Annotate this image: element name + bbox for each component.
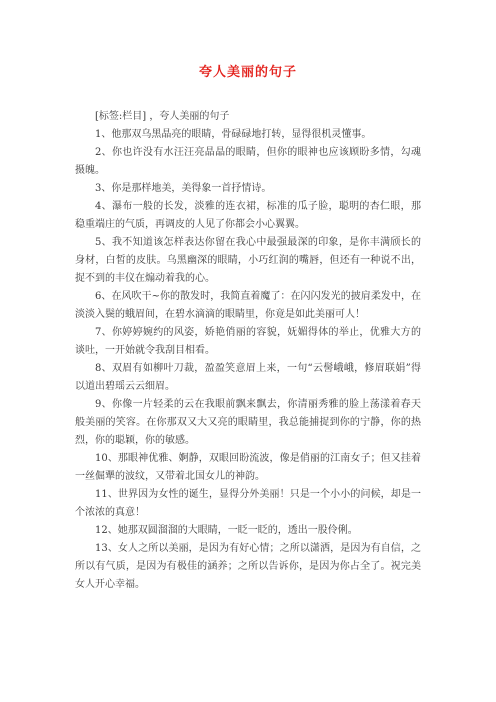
sentence-item: 6、在风吹干~你的散发时，我简直着魔了：在闪闪发光的披肩柔发中，在淡淡入鬓的蛾眉间，在碧水滴滴的眼睛里，你竟是如此美丽可人！ [75,291,421,320]
sentence-item: 2、你也许没有水汪汪亮晶晶的眼睛，但你的眼神也应该顾盼多情，勾魂摄魄。 [75,147,421,176]
sentence-item: 12、她那双圆溜溜的大眼睛，一眨一眨的，透出一股伶俐。 [95,525,358,536]
sentence-item: 4、瀑布一般的长发，淡雅的连衣裙，标准的瓜子脸，聪明的杏仁眼，那稳重端庄的气质，再调皮的人见了你都会小心翼翼。 [75,201,421,230]
document-body [75,108,421,594]
sentence-item: 11、世界因为女性的诞生，显得分外美丽！只是一个小小的问候，却是一个浓浓的真意！ [75,489,421,518]
sentence-item: 1、他那双乌黑晶亮的眼睛，骨碌碌地打转，显得很机灵懂事。 [95,129,372,140]
page-title: 夸人美丽的句子 [198,65,297,80]
sentence-item: 7、你婷婷婉约的风姿，娇艳俏丽的容貌，妩媚得体的举止，优雅大方的谈吐，一开始就令我刮目相看。 [75,327,421,356]
sentence-item: 13、女人之所以美丽，是因为有好心情；之所以潇洒，是因为有自信，之所以有气质，是因为有极佳的涵养；之所以告诉你，是因为你占全了。祝完美女人开心幸福。 [75,543,421,590]
tag-line: [标签:栏目] ，夸人美丽的句子 [95,111,230,122]
sentence-item: 5、我不知道该怎样表达你留在我心中最强最深的印象，是你丰满颀长的身材，白皙的皮肤。乌黑幽深的眼睛，小巧红润的嘴唇，但还有一种说不出，捉不到的丰仪在煽动着我的心。 [75,237,421,284]
sentence-item: 3、你是那样地美，美得象一首抒情诗。 [95,183,272,194]
sentence-item: 8、双眉有如柳叶刀裁，盈盈笑意眉上来，一句“云髻峨峨，修眉联娟”得以道出碧瑶云云细眉。 [75,363,421,392]
sentence-item: 10、那眼神优雅、婀静，双眼回盼流波，像是俏丽的江南女子；但又挂着一丝倔犟的波纹，又带着北国女儿的神韵。 [75,453,421,482]
sentence-item: 9、你像一片轻柔的云在我眼前飘来飘去，你清丽秀雅的脸上荡漾着春天般美丽的笑容。在你那双又大又亮的眼睛里，我总能捕捉到你的宁静，你的热烈，你的聪颖，你的敏感。 [75,399,421,446]
